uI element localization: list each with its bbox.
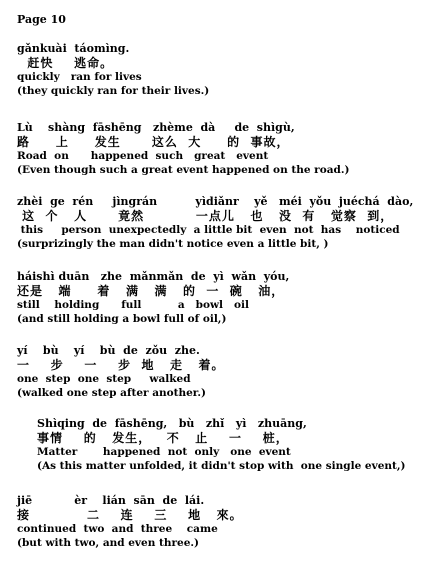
translation-line: (and still holding a bowl full of oil,) (17, 313, 227, 325)
sentence-block (17, 121, 417, 177)
pinyin-line: yí bù yí bù de zǒu zhe. (17, 344, 200, 357)
gloss-line: Matter happened not only one event (37, 446, 291, 458)
translation-line: (walked one step after another.) (17, 387, 206, 399)
pinyin-line: Shìqing de fāshēng, bù zhǐ yì zhuāng, (37, 417, 307, 430)
pinyin-line: Lù shàng fāshēng zhème dà de shìgù, (17, 121, 295, 134)
pinyin-line: gǎnkuài táomìng. (17, 42, 130, 55)
hanzi-line: 事情 的 发生， 不 止 一 桩， (37, 431, 289, 445)
sentence-block (37, 417, 425, 473)
translation-line: (surprizingly the man didn't notice even a little bit, ) (17, 238, 329, 250)
page-number: Page 10 (17, 13, 66, 26)
gloss-line: still holding full a bowl oil (17, 299, 249, 311)
translation-line: (Even though such a great event happened on the road.) (17, 164, 350, 176)
translation-line: (As this matter unfolded, it didn't stop with one single event,) (37, 460, 406, 472)
pinyin-line: zhèi ge rén jìngrán yìdiǎnr yě méi yǒu juéchá dào, (17, 195, 414, 208)
sentence-block (17, 344, 417, 400)
gloss-line: this person unexpectedly a little bit even not has noticed (17, 224, 400, 236)
sentence-block (17, 494, 417, 550)
hanzi-line: 一 步 一 步 地 走 着。 (17, 358, 225, 372)
hanzi-line: 还是 端 着 满 满 的 一 碗 油， (17, 284, 285, 298)
hanzi-line: 赶快 逃命。 (17, 56, 114, 70)
pinyin-line: háishì duān zhe mǎnmǎn de yì wǎn yóu, (17, 270, 290, 283)
hanzi-line: 路 上 发生 这么 大 的 事故， (17, 135, 290, 149)
gloss-line: Road on happened such great event (17, 150, 269, 162)
hanzi-line: 这 个 人 竟然 一点儿 也 没 有 觉察 到， (17, 209, 394, 223)
gloss-line: one step one step walked (17, 373, 191, 385)
sentence-block (17, 270, 417, 326)
gloss-line: continued two and three came (17, 523, 218, 535)
translation-line: (but with two, and even three.) (17, 537, 200, 549)
hanzi-line: 接 二 连 三 地 來。 (17, 508, 243, 522)
translation-line: (they quickly ran for their lives.) (17, 85, 210, 97)
sentence-block (17, 42, 417, 98)
sentence-block (17, 195, 417, 251)
gloss-line: quickly ran for lives (17, 71, 142, 83)
pinyin-line: jiē èr lián sān de lái. (17, 494, 205, 507)
